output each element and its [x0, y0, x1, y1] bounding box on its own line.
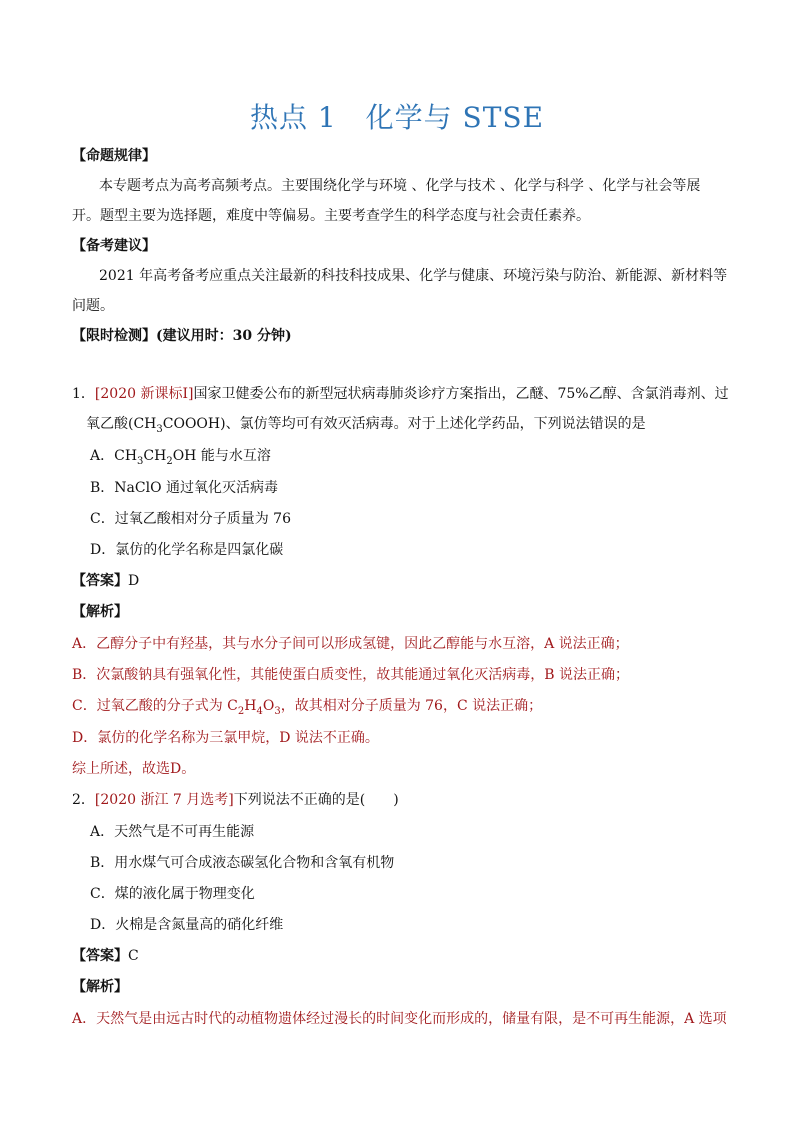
q1-optA-pre: A．CH	[90, 448, 138, 464]
question-1-analysis-label: 【解析】	[72, 604, 128, 620]
question-2-stem-text: 下列说法不正确的是( )	[233, 792, 399, 808]
question-2-source: [2020 浙江 7 月选考]	[94, 792, 234, 808]
question-2-stem	[72, 790, 399, 810]
q1-expC-sub1: 2	[237, 705, 245, 717]
q1-stem2-mid: COOOH)、氯仿等均可有效灭活病毒。对于上述化学药品，下列说法错误的是	[162, 416, 646, 432]
q1-stem2-pre: 氧乙酸(CH	[86, 416, 157, 432]
question-1-explanation-d: D．氯仿的化学名称为三氯甲烷，D 说法不正确。	[72, 730, 379, 746]
q1-optA-mid: CH	[143, 448, 167, 464]
answer-label: 【答案】	[72, 573, 128, 589]
q1-optA-sub1: 3	[137, 455, 144, 467]
beikao-line-1: 2021 年高考备考应重点关注最新的科技科技成果、化学与健康、环境污染与防治、新能源、新材料等	[99, 268, 728, 284]
section-heading-xianshi: 【限时检测】(建议用时：30 分钟)	[72, 328, 292, 344]
question-1-option-c: C．过氧乙酸相对分子质量为 76	[90, 511, 291, 527]
mingti-line-2: 开。题型主要为选择题，难度中等偏易。主要考查学生的科学态度与社会责任素养。	[72, 208, 590, 224]
section-heading-beikao: 【备考建议】	[72, 238, 156, 254]
q1-stem2-sub: 3	[156, 423, 163, 435]
question-1-explanation-a: A．乙醇分子中有羟基，其与水分子间可以形成氢键，因此乙醇能与水互溶，A 说法正确；	[72, 636, 629, 652]
question-1-answer	[72, 571, 139, 591]
question-1-option-b: B．NaClO 通过氧化灭活病毒	[90, 480, 279, 496]
q1-expC-post: ，故其相对分子质量为 76，C 说法正确；	[280, 698, 543, 714]
q1-expC-sub3: 3	[274, 705, 281, 717]
page-title: 热点 1 化学与 STSE	[249, 101, 545, 134]
question-2-analysis-label: 【解析】	[72, 979, 128, 995]
question-2-number: 2．	[72, 792, 95, 808]
question-1-stem-line-1	[72, 384, 729, 404]
question-2-option-a: A．天然气是不可再生能源	[90, 824, 255, 840]
answer-value: D	[128, 573, 140, 589]
question-2-option-b: B．用水煤气可合成液态碳氢化合物和含氧有机物	[90, 855, 395, 871]
answer-value-2: C	[128, 948, 139, 964]
question-1-option-a	[90, 446, 271, 466]
q1-expC-mid2: O	[262, 698, 275, 714]
question-2-option-d: D．火棉是含氮量高的硝化纤维	[90, 917, 284, 933]
question-1-stem-text: 国家卫健委公布的新型冠状病毒肺炎诊疗方案指出，乙醚、75%乙醇、含氯消毒剂、过	[193, 386, 729, 402]
q1-expC-pre: C．过氧乙酸的分子式为 C	[72, 698, 238, 714]
section-heading-mingti: 【命题规律】	[72, 148, 156, 164]
question-1-stem-line-2	[86, 414, 646, 434]
question-2-answer	[72, 946, 139, 966]
q1-optA-post: OH 能与水互溶	[172, 448, 271, 464]
question-1-explanation-b: B．次氯酸钠具有强氧化性，其能使蛋白质变性，故其能通过氧化灭活病毒，B 说法正确；	[72, 667, 630, 683]
question-1-summary: 综上所述，故选D。	[72, 761, 196, 777]
q1-expC-sub2: 4	[256, 705, 263, 717]
q1-expC-mid1: H	[244, 698, 257, 714]
q1-optA-sub2: 2	[166, 455, 173, 467]
question-1-option-d: D．氯仿的化学名称是四氯化碳	[90, 542, 284, 558]
question-1-source: [2020 新课标Ⅰ]	[94, 386, 194, 402]
question-2-option-c: C．煤的液化属于物理变化	[90, 886, 255, 902]
question-1-explanation-c	[72, 696, 542, 716]
question-2-explanation-a: A．天然气是由远古时代的动植物遗体经过漫长的时间变化而形成的，储量有限，是不可再生能源，A 选项	[72, 1011, 727, 1027]
question-1-number: 1．	[72, 386, 95, 402]
mingti-line-1: 本专题考点为高考高频考点。主要围绕化学与环境 、化学与技术 、化学与科学 、化学与社会等展	[99, 178, 701, 194]
beikao-line-2: 问题。	[72, 298, 114, 314]
answer-label-2: 【答案】	[72, 948, 128, 964]
